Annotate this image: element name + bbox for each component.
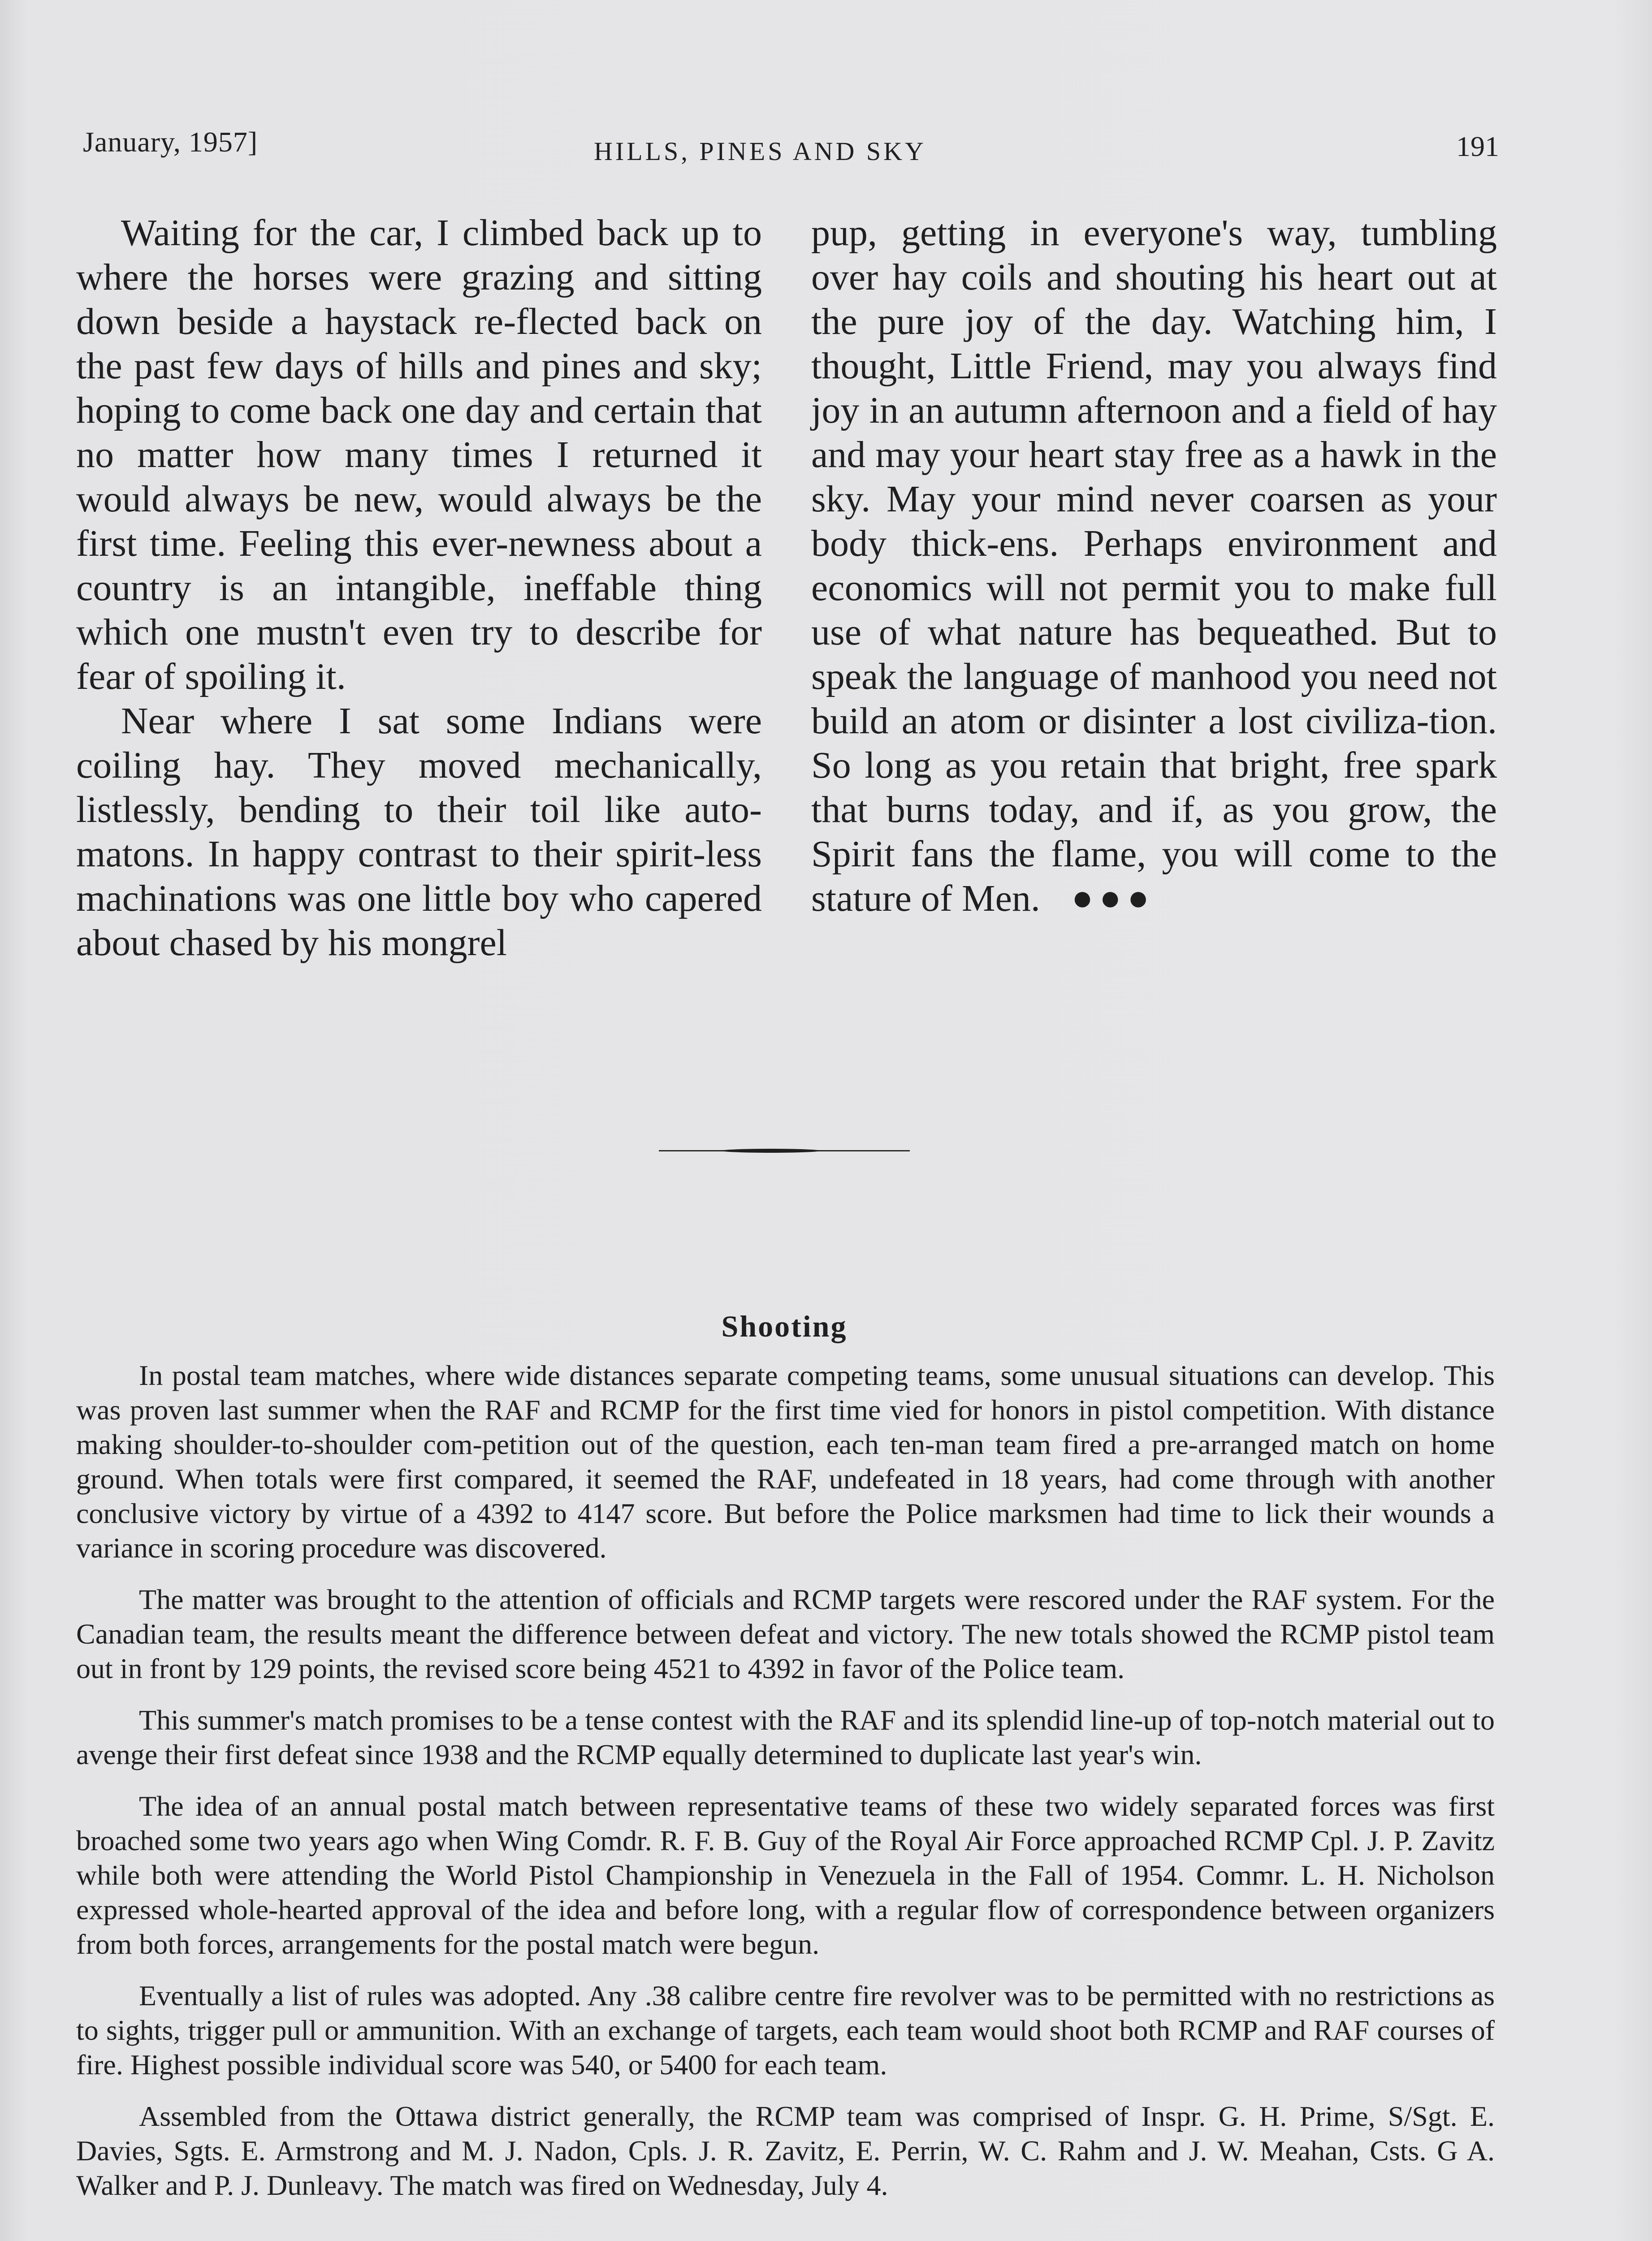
running-header [83,125,1499,166]
essay-paragraph: Near where I sat some Indians were coiling hay. They moved mechanically, listlessly, bending to their toil like auto-matons. In happy contrast to their spirit-less machinations was one little boy who capered about chased by his mongrel [76,700,762,964]
divider-swell [722,1149,820,1153]
article-paragraph: Assembled from the Ottawa district generally, the RCMP team was comprised of Inspr. G. H. Prime, S/Sgt. E. Davies, Sgts. E. Armstrong and M. J. Nadon, Cpls. J. R. Zavitz, E. Perrin, W. C. Rahm and J. W. Meahan, Csts. G A. Walker and P. J. Dunleavy. The match was fired on Wednesday, July 4. [76,2100,1495,2201]
section-divider-rule [659,1147,910,1154]
shooting-article [76,1358,1495,2219]
article-paragraph: The idea of an annual postal match between representative teams of these two widely separated forces was first broached some two years ago when Wing Comdr. R. F. B. Guy of the Royal Air Force approached RCMP Cpl. J. P. Zavitz while both were attending the World Pistol Championship in Venezuela in the Fall of 1954. Commr. L. H. Nicholson expressed whole-hearted approval of the idea and before long, with a regular flow of correspondence between organizers from both forces, arrangements for the postal match were begun. [76,1790,1495,1960]
article-paragraph: In postal team matches, where wide distances separate competing teams, some unusual situations can develop. This was proven last summer when the RAF and RCMP for the first time vied for honors in pistol competition. With distance making shoulder-to-shoulder com-petition out of the question, each ten-man team fired a pre-arranged match on home ground. When totals were first compared, it seemed the RAF, undefeated in 18 years, had come through with another conclusive victory by virtue of a 4392 to 4147 score. But before the Police marksmen had time to lick their wounds a variance in scoring procedure was discovered. [76,1359,1495,1564]
article-paragraph: Eventually a list of rules was adopted. Any .38 calibre centre fire revolver was to be permitted with no restrictions as to sights, trigger pull or ammunition. With an exchange of targets, each team would shoot both RCMP and RAF courses of fire. Highest possible individual score was 540, or 5400 for each team. [76,1980,1495,2081]
issue-date: January, 1957] [83,126,258,158]
article-paragraph: This summer's match promises to be a tense contest with the RAF and its splendid line-up of top-notch material out to avenge their first defeat since 1938 and the RCMP equally determined to duplicate last year's win. [76,1704,1495,1770]
essay-paragraph-continued [811,211,1497,921]
end-of-article-mark: ●●● [1071,878,1155,918]
page-number: 191 [1456,130,1499,162]
essay-column-left [76,211,762,965]
section-heading: Shooting [721,1309,848,1343]
essay-paragraph: Waiting for the car, I climbed back up to where the horses were grazing and sitting down beside a haystack re-flected back on the past few days of hills and pines and sky; hoping to come back one day and certain that no matter how many times I returned it would always be new, would always be the first time. Feeling this ever-newness about a country is an intangible, ineffable thing which one mustn't even try to describe for fear of spoiling it. [76,212,762,697]
essay-column-right [811,211,1497,921]
essay-paragraph-text: pup, getting in everyone's way, tumbling over hay coils and shouting his heart out at the pure joy of the day. Watching him, I thought, Little Friend, may you always find joy in an autumn afternoon and a field of hay and may your heart stay free as a hawk in the sky. May your mind never coarsen as your body thick-ens. Perhaps environment and economics will not permit you to make full use of what nature has bequeathed. But to speak the language of manhood you need not build an atom or disinter a lost civiliza-tion. So long as you retain that bright, free spark that burns today, and if, as you grow, the Spirit fans the flame, you will come to the stature of Men. [811,212,1497,919]
running-title: HILLS, PINES AND SKY [594,137,926,166]
article-paragraph: The matter was brought to the attention of officials and RCMP targets were rescored under the RAF system. For the Canadian team, the results meant the difference between defeat and victory. The new totals showed the RCMP pistol team out in front by 129 points, the revised score being 4521 to 4392 in favor of the Police team. [76,1583,1495,1684]
